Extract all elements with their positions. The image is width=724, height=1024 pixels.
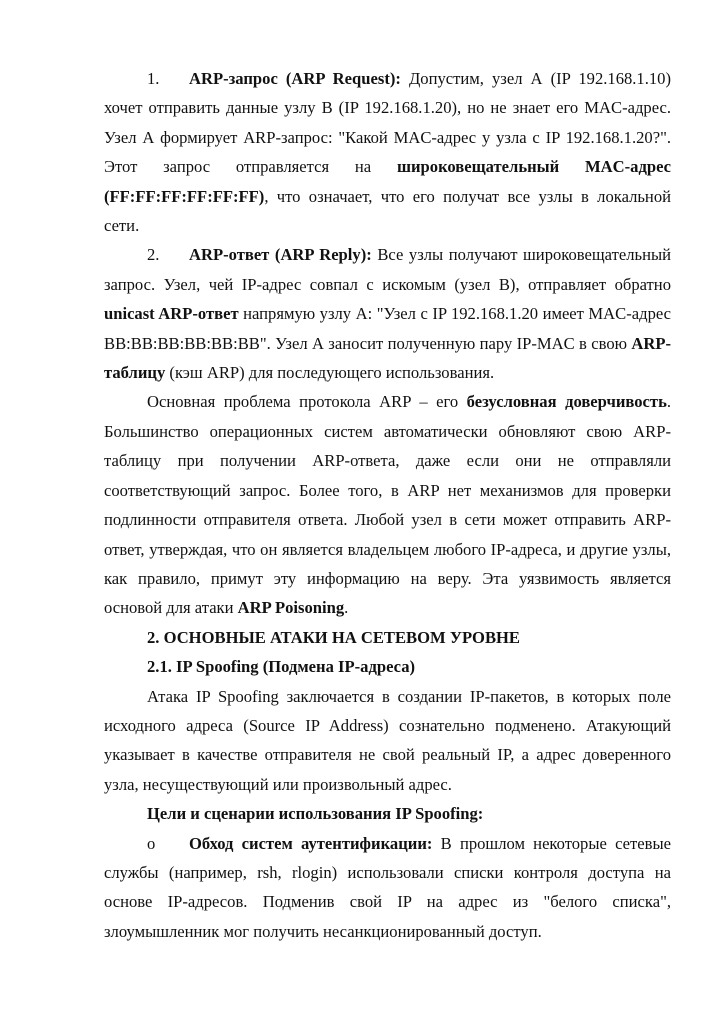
list-text: напрямую узлу А: "Узел с IP 192.168.1.20 имеет MAC-адрес BB:BB:BB:BB:BB:BB". Узел А заносит полученную пару IP-MAC в свою [104,304,672,353]
term-arp-table: ARP-таблицу [104,333,671,383]
paragraph-text: Основная проблема протокола ARP – его [147,392,467,412]
paragraph-ip-spoofing: Атака IP Spoofing заключается в создании IP-пакетов, в которых поле исходного адреса (Source IP Address) сознательно подменено. Атакующий указывает в качестве отправителя не свой реальный IP, а адрес доверенного узла, несуществующий или произвольный адрес. [104,686,671,794]
bullet-text: В прошлом некоторые сетевые службы (например, rsh, rlogin) использовали списки контроля доступа на основе IP-адресов. Подменив свой IP на адрес из "белого списка", злоумышленник мог получить несанкционированный доступ. [104,833,671,941]
list-item-arp-reply [104,240,671,387]
term-unicast-reply: unicast ARP-ответ [104,304,239,324]
list-text: Допустим, узел А (IP 192.168.1.10) хочет отправить данные узлу В (IP 192.168.1.20), но не знает его MAC-адрес. Узел А формирует ARP-запрос: "Какой MAC-адрес у узла с IP 192.168.1.20?". Этот запрос отправляется на [104,69,671,177]
goals-heading: Цели и сценарии использования IP Spoofing: [147,804,484,824]
term-arp-request: ARP-запрос (ARP Request): [189,69,401,88]
list-number: 2. [147,245,160,265]
paragraph-arp-problem [104,387,671,622]
subsection-heading: 2.1. IP Spoofing (Подмена IP-адреса) [147,657,416,677]
bullet-marker: o [147,833,156,853]
list-number: 1. [147,69,160,88]
term-unconditional-trust: безусловная доверчивость [466,392,667,412]
paragraph-text: . [344,598,349,618]
term-auth-bypass: Обход систем аутентификации: [189,833,433,853]
paragraph-text: . Большинство операционных систем автоматически обновляют свою ARP-таблицу при получении ARP-ответа, даже если они не отправляли соответствующий запрос. Более того, в ARP нет механизмов для проверки подлинности отправителя ответа. Любой узел в сети может отправить ARP-ответ, утверждая, что он является владельцем любого IP-адреса, и другие узлы, как правило, примут эту информацию на веру. Эта уязвимость является основой для атаки [104,392,672,618]
list-text: Все узлы получают широковещательный запрос. Узел, чей IP-адрес совпал с искомым (узел В), отправляет обратно [104,245,671,294]
document-page [104,64,671,946]
list-item-arp-request [104,64,671,240]
term-broadcast-mac: широковещательный MAC-адрес (FF:FF:FF:FF:FF:FF) [104,157,672,206]
term-arp-poisoning: ARP Poisoning [237,598,345,618]
list-text: (кэш ARP) для последующего использования. [165,363,495,383]
bullet-item-auth-bypass [104,829,671,947]
section-heading: 2. ОСНОВНЫЕ АТАКИ НА СЕТЕВОМ УРОВНЕ [147,627,521,647]
term-arp-reply: ARP-ответ (ARP Reply): [189,245,372,265]
list-text: , что означает, что его получат все узлы в локальной сети. [104,186,671,236]
